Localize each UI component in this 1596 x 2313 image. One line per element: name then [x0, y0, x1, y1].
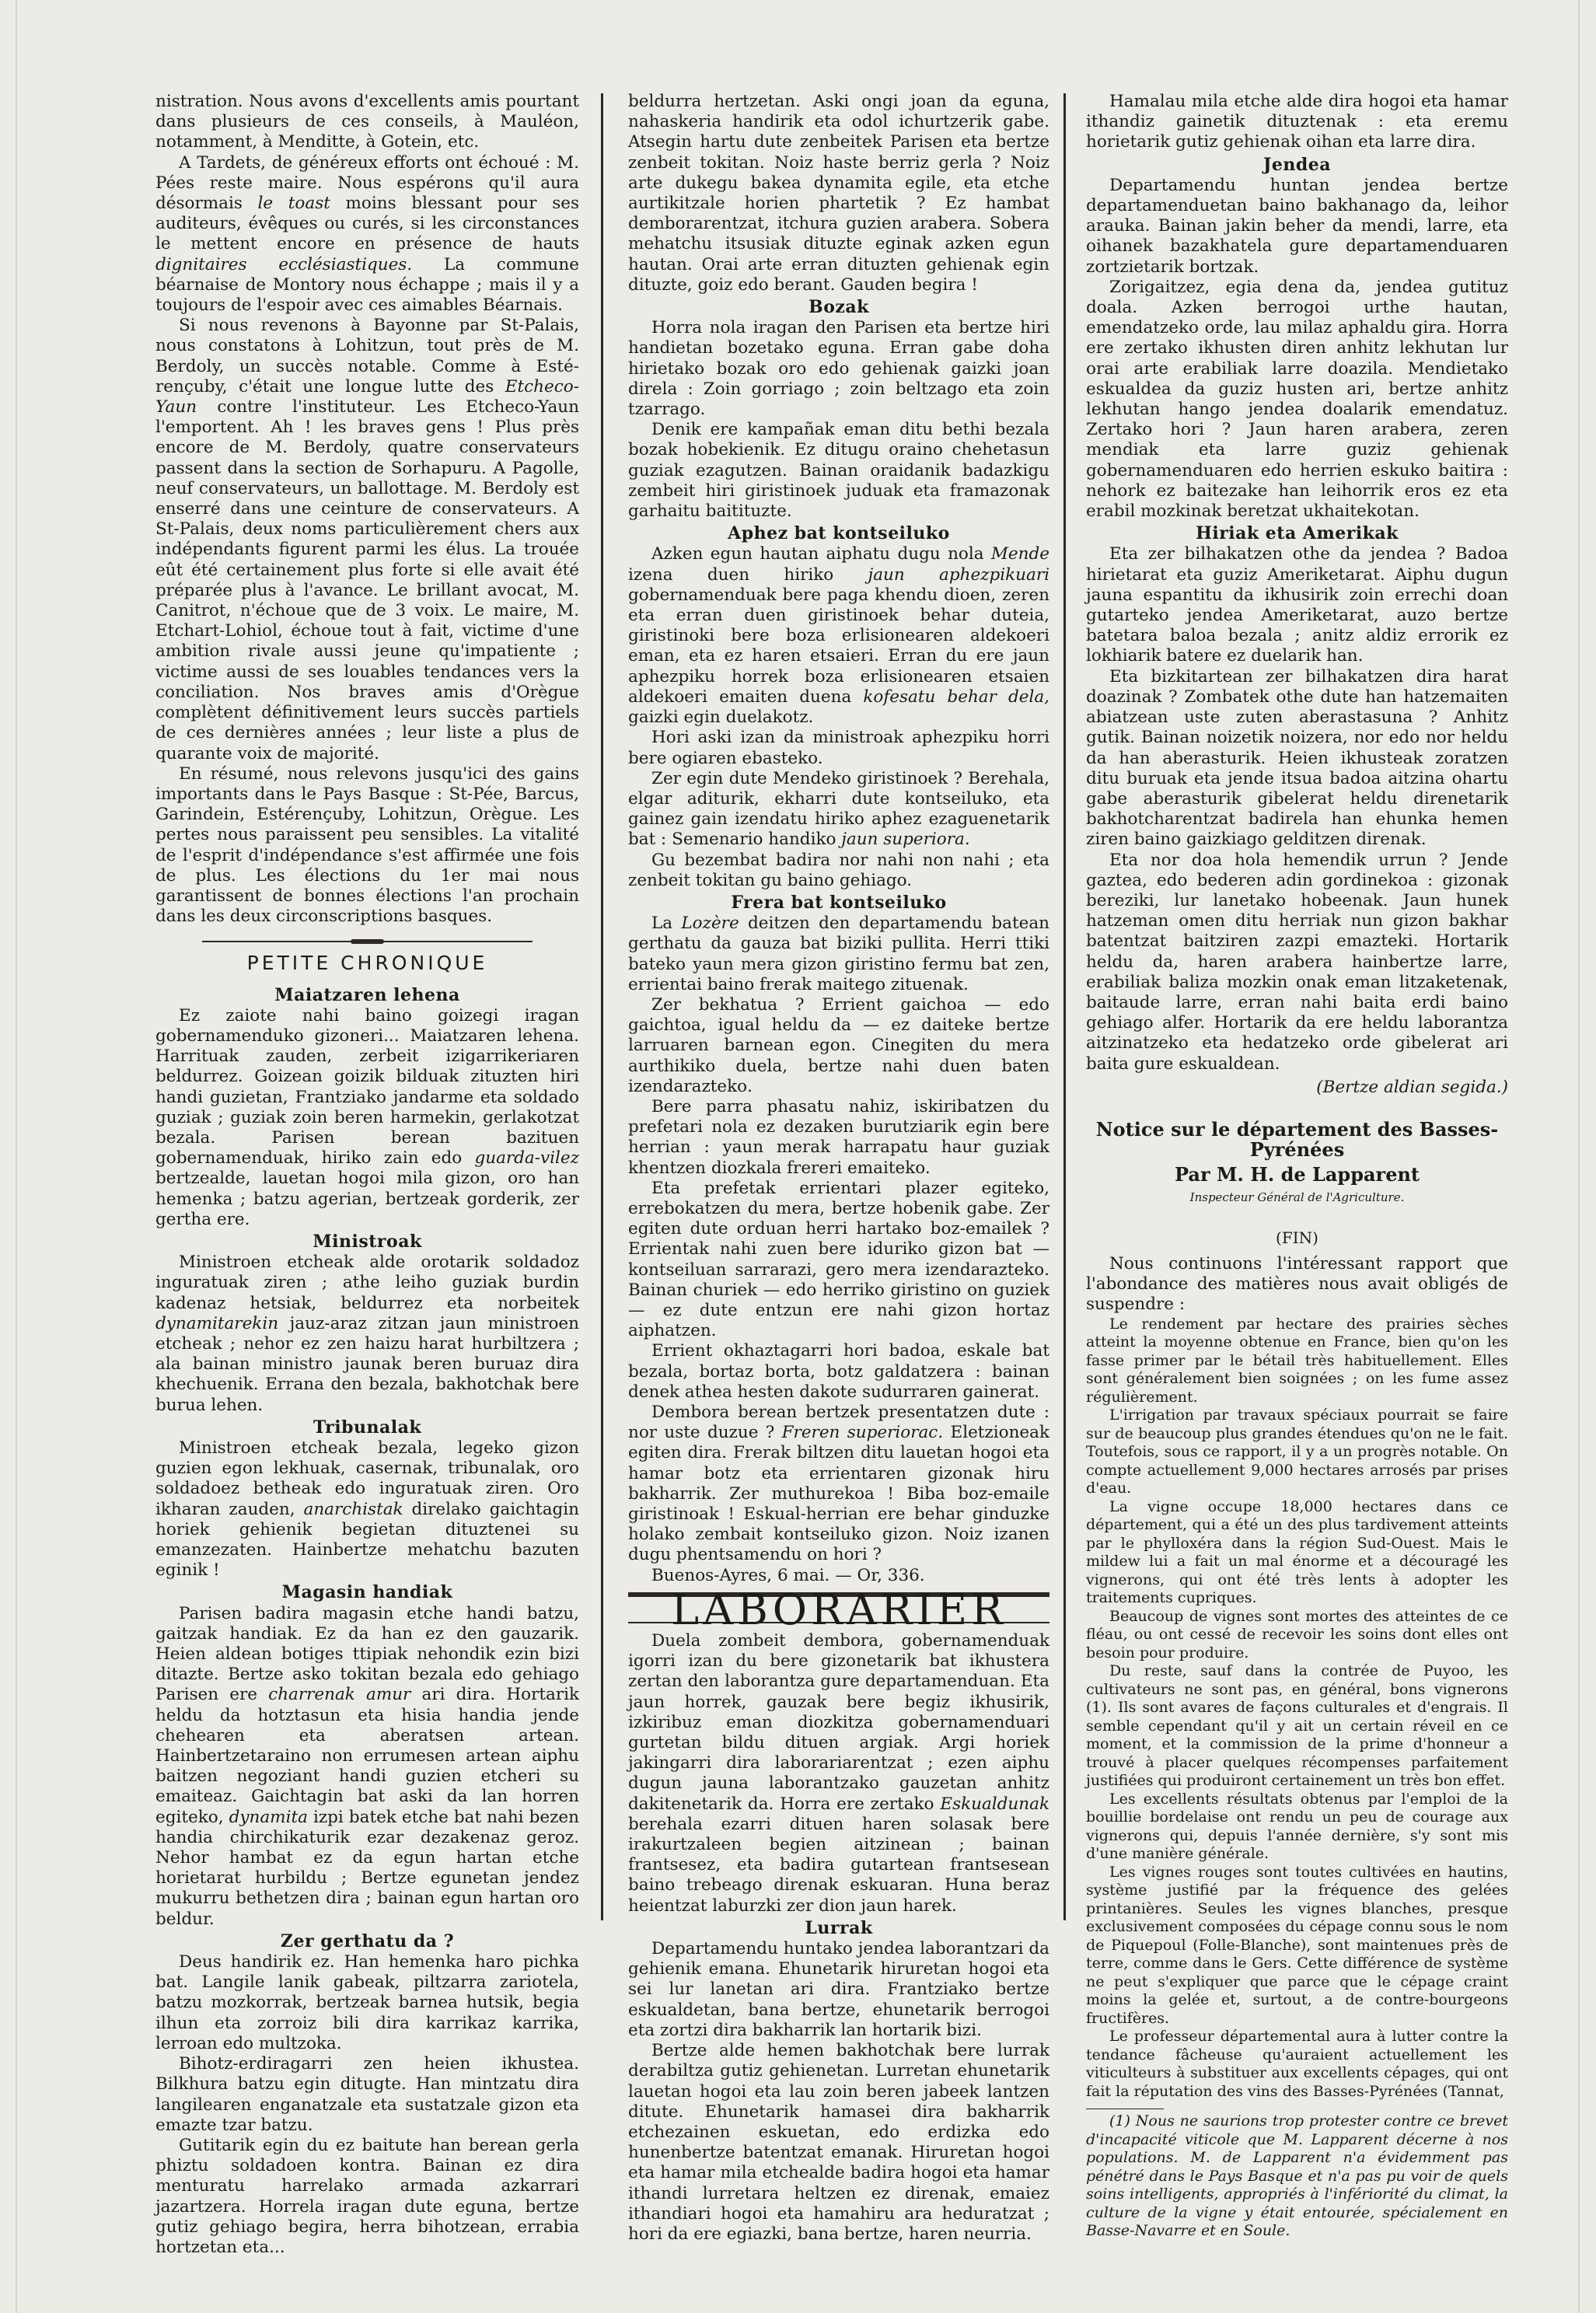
paragraph: beldurra hertzetan. Aski ongi joan da eguna, nahaskeria handirik eta odol ichurtzerik gabe. Atsegin hartu dute zenbeitek Parisen eta bertze zenbeit tokitan. Noiz haste berriz gerla ? Noiz arte dukegu bakea dynamita egile, eta etche aurtikitzale horien phartetik ? Ez hambat demborarentzat, itchura guzien arabera. Sobera mehatchu itsusiak dituzte eginak azken egun hautan. Orai arte erran dituzten gehienak egin dituzte, goiz edo berant. Gauden begira ! [628, 92, 1049, 295]
dateline: Buenos-Ayres, 6 mai. — Or, 336. [651, 1565, 925, 1585]
paragraph: nistration. Nous avons d'excellents amis pourtant dans plusieurs de ces conseils, à Mauléon, notamment, à Menditte, à Gotein, etc. [155, 92, 579, 152]
section-masthead: LABORARIER [628, 1592, 1049, 1623]
paragraph: Duela zombeit dembora, gobernamenduak igorri izan du bere gizonetarik bat ikhustera zertan den laborantza gure departamenduan. Eta jaun horrek, gauzak bere begiz ikhusirik, izkiribuz eman diozkitza gobernamenduari gurtetan bildu dituen argiak. Argi horiek jakingarri dira laborariarentzat ; ezen aiphu dugun jauna laborantzako gauzetan anhitz dakitenetarik da. Horra ere zertako Eskualdunak berehala ezarri dituen haren solasak bere irakurtzaleen begien aitzinean ; bainan frantsesez, eta badira gutartean frantsesean baino trebeago direnak eskuaran. Huna beraz heientzat laburzki zer dion jaun harek. [628, 1631, 1049, 1916]
paragraph: Gu bezembat badira nor nahi non nahi ; eta zenbeit tokitan gu baino gehiago. [628, 850, 1049, 890]
subheading: Jendea [1262, 154, 1332, 175]
paragraph: Du reste, sauf dans la contrée de Puyoo, les cultivateurs ne sont pas, en général, bons vignerons (1). Ils sont avares de façons culturales et d'engrais. Il semble cependant qu'il y ait un certain réveil en ce moment, et la commission de la prime d'honneur a trouvé à placer quelques récompenses parfaitement justifiées qui produiront certainement un très bon effet. [1086, 1662, 1508, 1790]
ornament-divider [202, 938, 533, 945]
paragraph: Gutitarik egin du ez baitute han berean gerla phiztu soldadoen kontra. Bainan ez dira menturatu harrelako armada azkarrari jazartzera. Horrela iragan dute eguna, bertze gutiz gehiago begira, herra bihotzean, errabia hortzetan eta... [155, 2135, 579, 2257]
paragraph: Errient okhaztagarri hori badoa, eskale bat bezala, bortaz borta, botz galdatzera : bainan denek athea hesten dakote sudurraren gainerat. [628, 1341, 1049, 1402]
paragraph: Dembora berean bertzek presentatzen dute : nor uste duzue ? Freren superiorac. Eletzioneak egiten dira. Frerak biltzen ditu lauetan hogoi eta hamar botz eta errientaren gizonak hiru bakharrik. Zer muthurekoa ! Biba boz-emaile giristinoak ! Eskual-herrian ere behar ginduzke holako zembait kontseiluko gizon. Noiz izanen dugu phentsamendu on hori ? [628, 1403, 1049, 1565]
paragraph: La vigne occupe 18,000 hectares dans ce département, qui a été un des plus tardivement atteints par le phylloxéra dans la région Sud-Ouest. Mais le mildew lui a fait un mal énorme et a découragé les vignerons, qui ont été très lents à adopter les traitements cupriques. [1086, 1497, 1508, 1607]
paragraph: Eta bizkitartean zer bilhakatzen dira harat doazinak ? Zombatek othe dute han hatzemaiten abiatzean uste zuten aberastasuna ? Anhitz gutik. Bainan noizetik noizera, nor edo nor heldu da han aberasturik. Heien ikhusteak zoratzen ditu buruak eta jende itsua badoa aitzina ohartu gabe aberasturik gibelerat heldu direnetarik bakhotcharentzat badirela han ehunka hemen ziren baino gaizkiago gelditzen direnak. [1086, 666, 1508, 850]
paragraph: Zorigaitzez, egia dena da, jendea gutituz doala. Azken berrogoi urthe hautan, emendatzeko orde, lau milaz aphaldu gira. Horra ere zertako ikhusten diren anhitz lekhutan lur orai arte erabiliak larre doazila. Mendietako eskualdea da guziz husten ari, bertze anhitz lekhutan hango jendea doalarik emendatuz. Zertako hori ? Jaun haren arabera, zeren mendiak eta larre guziz gehienak gobernamenduaren edo herrien eskuko baitira : nehork ez baitezake han leihorrik eros ez eta erabil mozkinak beretzat ukhaitekotan. [1086, 277, 1508, 522]
paragraph: Le rendement par hectare des prairies sèches atteint la moyenne obtenue en France, bien qu'on les fasse primer par le bétail très habituellement. Elles sont généralement bien soignées ; on les fume assez régulièrement. [1086, 1315, 1508, 1406]
subheading: Lurrak [805, 1917, 873, 1938]
paragraph: La Lozère deitzen den departamendu batean gerthatu da gauza bat biziki pullita. Herri ttiki bateko yaun mera gizon giristino fermu bat zen, errientai baino frerak maitego zituenak. [628, 914, 1049, 994]
paragraph: Ministroen etcheak alde orotarik soldadoz inguratuak ziren ; athe leiho guziak burdin kadenaz hetsiak, beldurrez eta norbeitek dynamitarekin jauz-araz zitzan jaun ministroen etcheak ; nehor ez zen haizu harat hurbiltzera ; ala bainan ministro jaunak beren buruaz dira khechuenik. Errana den bezala, bakhotchak bere burua lehen. [155, 1253, 579, 1415]
paragraph: Horra nola iragan den Parisen eta bertze hiri handietan bozetako eguna. Erran gabe doha hirietako bozak oro edo gehienak gaizki joan direla : Zoin gorriago ; zoin beltzago eta zoin tzarrago. [628, 318, 1049, 420]
paragraph: Si nous revenons à Bayonne par St-Palais, nous constatons à Lohitzun, tout près de M. Berdoly, un succès notable. Comme à Esté-rençuby, c'était une longue lutte des Etcheco-Yaun contre l'instituteur. Les Etcheco-Yaun l'emportent. Ah ! les braves gens ! Plus près encore de M. Berdoly, quatre conservateurs passent dans la section de Sorhapuru. A Pagolle, neuf conservateurs, un ballottage. M. Berdoly est enserré dans une ceinture de conservateurs. A St-Palais, deux noms particulièrement chers aux indépendants figurent parmi les élus. La trouée eût été certainement plus forte si elle avait été préparée plus à l'avance. Le brillant avocat, M. Canitrot, n'échoue que de 3 voix. Le maire, M. Etchart-Lohiol, échoue tout à fait, victime d'une ambition rivale aussi jeune qu'impatiente ; victime aussi de ses louables tendances vers la conciliation. Nos braves amis d'Orègue complètent définitivement leurs succès partiels de ces dernières années ; leur liste a plus de quarante voix de majorité. [155, 316, 579, 763]
paragraph: Bihotz-erdiragarri zen heien ikhustea. Bilkhura batzu egin ditugte. Han mintzatu dira langilearen enganatzale eta sustatzale gizon eta emazte tzar batzu. [155, 2054, 579, 2135]
fin-label: (FIN) [1276, 1228, 1318, 1247]
paragraph: Eta prefetak errientari plazer egiteko, errebokatzen du mera, bertze hobenik gabe. Zer egiten dute orduan herri hartako boz-emailek ? Errientak nahi zuen bere iduriko gizon bat — kontseiluan sarrarazi, gero mera izendaraztekо. Bainan churiek — edo herriko giristino on guziek — ez dute entzun ere nahi gizon hortaz aiphatzen. [628, 1178, 1049, 1341]
continued-note: (Bertze aldian segida.) [1316, 1077, 1508, 1097]
paragraph: Le professeur départemental aura à lutter contre la tendance fâcheuse qu'auraient actuellement les viticulteurs à substituer aux excellents cépages, qui ont fait la réputation des vins des Basses-Pyrénées (Tannat, [1086, 2028, 1508, 2100]
page-fold-left [16, 0, 17, 2313]
paragraph: En résumé, nous relevons jusqu'ici des gains importants dans le Pays Basque : St-Pée, Barcus, Garindein, Estérençuby, Lohitzun, Orègue. Les pertes nous paraissent peu sensibles. La vitalité de l'esprit d'indépendance s'est affirmée une fois de plus. Les élections du 1er mai nous garantissent de bonnes élections l'an prochain dans les deux circonscriptions basques. [155, 763, 579, 927]
paragraph: Eta nor doa hola hemendik urrun ? Jende gaztea, edo bederen adin gordinekoa : gizonak bereziki, lur lanetako hobeenak. Jaun hunek hatzeman omen ditu herriak nun gizon bakhar batentzat baitziren zazpi emazteki. Hortarik heldu da, haren arabera hainbertze larre, erabiliak baliza mozkin onak eman litzaketenak, baitaude larre, erran nahi baita erdi baino gehiago alfer. Hortarik da ere heldu laborantza aitzinatzeko eta hedatzeko orde gibelerat ari baita gure eskualdean. [1086, 850, 1508, 1074]
page-fold-right [1578, 0, 1580, 2313]
paragraph: Azken egun hautan aiphatu dugu nola Mende izena duen hiriko jaun aphezpikuari gobernamenduak bere paga khendu dioen, zeren eta erran duen giristinoek behar duteia, giristinoki bere boza erlisionearen aldekoeri eman, eta ez haren etsaieri. Erran du ere jaun aphezpiku horrek boza erlisionearen etsaien aldekoeri emaiten duena kofesatu behar dela, gaizki egin duelakotz. [628, 544, 1049, 728]
paragraph: Zer egin dute Mendeko giristinoek ? Berehala, elgar aditurik, ekharri dute kontseiluko, eta gainez gain izendatu hiriko aphez ezaguenetarik bat : Semenario handiko jaun superiora. [628, 768, 1049, 850]
paragraph: Bertze alde hemen bakhotchak bere lurrak derabiltza gutiz gehienetan. Lurretan ehunetarik lauetan hogoi eta lau zoin beren jabeek lantzen ditute. Ehunetarik hamasei dira bakharrik etchezainen eskuetan, edo erdizka edo hunenbertze batentzat emanak. Hiruretan hogoi eta hamar mila etchealde badira hogoi eta hamar ithandi lurretara heltzen ez direnak, emaiez ithandiari hogoi eta hamahiru ara heduratzat ; hori da ere egiazki, bana bertze, haren neurria. [628, 2041, 1049, 2244]
author-title: Inspecteur Général de l'Agriculture. [1189, 1190, 1405, 1204]
article-author: Par M. H. de Lapparent [1174, 1163, 1420, 1186]
paragraph: Zer bekhatua ? Errient gaichoa — edo gaichtoa, igual heldu da — ez daiteke bertze larruaren barnean egon. Cinegiten du mera aurthikiko duela, bertze nahi duen baten izendaraztekо. [628, 994, 1049, 1096]
paragraph: Departamendu huntan jendea bertze departamenduetan baino bakhanago da, leihor arauka. Bainan jakin beher da mendi, larre, eta oihanek bazakhatela gure departamenduaren zortzietarik bortzak. [1086, 175, 1508, 277]
paragraph: Deus handirik ez. Han hemenka haro pichka bat. Langile lanik gabeak, piltzarra zariotela, batzu mozkorrak, bertzeak barnea hutsik, begia ilhun eta zorroiz bili dira karrikaz karrika, lerroan edo multzoka. [155, 1952, 579, 2053]
subheading: Zer gerthatu da ? [280, 1930, 455, 1951]
column-3 [1086, 92, 1508, 2241]
paragraph: L'irrigation par travaux spéciaux pourrait se faire sur de beaucoup plus grandes étendues qu'on ne le fait. Toutefois, sous ce rapport, il y a un progrès notable. On compte actuellement 9,000 hectares arrosés par prises d'eau. [1086, 1406, 1508, 1497]
paragraph: Ez zaiote nahi baino goizegi iragan gobernamenduko gizoneri... Maiatzaren lehena. Harrituak zauden, zerbeit izigarrikeriaren beldurrez. Goizean goizik bilduak zituzten hiri handi guzietan, Frantziako jandarme eta soldado guziak ; guziak zoin beren harmekin, gerlakotzat bezala. Parisen berean bazituen gobernamenduak, hiriko zain edo guarda-vilez bertzealde, lauetan hogoi mila gizon, oro han hemenka ; batzu agerian, bertzeak gorderik, zer gertha ere. [155, 1005, 579, 1229]
subheading: Bozak [808, 297, 869, 318]
paragraph: Departamendu huntako jendea laborantzari da gehienik emana. Ehunetarik hiruretan hogoi eta sei lur lanetan ari dira. Frantziako bertze eskualdetan, bana bertze, ehunetarik berrogoi eta zortzi dira bakharrik lan hortarik bizi. [628, 1939, 1049, 2040]
footnote: (1) Nous ne saurions trop protester contre ce brevet d'incapacité viticole que M. Lapparent décerne à nos populations. M. de Lapparent n'a évidemment pas pénétré dans le Pays Basque et n'a pas pu voir de quels soins intelligents, appropriés à l'infériorité du climat, la culture de la vigne y était entourée, spécialement en Basse-Navarre et en Soule. [1086, 2112, 1508, 2240]
paragraph: Parisen badira magasin etche handi batzu, gaitzak handiak. Ez da han ez den gauzarik. Heien aldean botiges ttipiak nehondik ezin bizi ditazte. Bertze asko tokitan bezala edo gehiago Parisen ere charrenak amur ari dira. Hortarik heldu da hotztasun eta hisia handia jende chehearen eta aberatsen artean. Hainbertzetaraino non errumesen artean aiphu baitzen negoziant handi guzien etcheri su emaiteaz. Gaichtagin bat aski da lan horren egiteko, dynamita izpi batek etche bat nahi bezen handia chirchikaturik ezar dezakenaz geroz. Nehor hambat ez da egun hartan etche horietarat hurbildu ; Bertze egunetan jendez mukurru bethetzen dira ; bainan egun hartan oro beldur. [155, 1603, 580, 1929]
subheading: Aphez bat kontseiluko [728, 523, 950, 544]
paragraph: Hori aski izan da ministroak aphezpiku horri bere ogiaren ebasteko. [628, 728, 1049, 768]
column-rule-2 [1063, 93, 1066, 1920]
article-title: Notice sur le département des Basses-Pyrénées [1095, 1117, 1499, 1162]
paragraph: Bere parra phasatu nahiz, iskiribatzen du prefetari nola ez dezaken burutziarik egin bere herrian : yaun merak harrapatu haur guziak khentzen diozkala frereri emaiteko. [628, 1096, 1049, 1178]
paragraph: Les vignes rouges sont toutes cultivées en hautins, système justifié par la fréquence des gelées printanières. Seules les vignes blanches, presque exclusivement composées du cépage connu sous le nom de Piquepoul (Folle-Blanche), sont maintenues près de terre, comme dans le Gers. Cette différence de système ne peut s'expliquer que parce que le cépage craint moins la gelée et, surtout, a de contre-bourgeons fructifères. [1086, 1863, 1508, 2027]
paragraph: Les excellents résultats obtenus par l'emploi de la bouillie bordelaise ont rendu un peu de courage aux vignerons qui, depuis l'année dernière, s'y sont mis d'une manière générale. [1086, 1790, 1508, 1863]
paragraph: Denik ere kampañak eman ditu bethi bezala bozak hobekienik. Ez ditugu oraino chehetasun guziak ezagutzen. Bainan oraidanik badazkigu zembeit hiri giristinoek juduak eta framazonak garhaitu baitituzte. [628, 420, 1049, 522]
subheading: Maiatzaren lehena [274, 984, 460, 1005]
subheading: Hiriak eta Amerikak [1196, 523, 1399, 544]
subheading: Magasin handiak [281, 1582, 453, 1603]
paragraph: Hamalau mila etche alde dira hogoi eta hamar ithandiz gainetik dituztenak : eta eremu horietarik gutiz gehienak oihan eta larre dira. [1086, 92, 1508, 152]
column-1 [155, 92, 579, 2258]
column-2 [628, 92, 1049, 2245]
paragraph: A Tardets, de généreux efforts ont échoué : M. Pées reste maire. Nous espérons qu'il aura désormais le toast moins blessant pour ses auditeurs, évêques ou curés, si les circonstances le mettent encore en présence de hauts dignitaires ecclésiastiques. La commune béarnaise de Montory nous échappe ; mais il y a toujours de l'espoir avec ces aimables Béarnais. [155, 152, 579, 316]
column-rule-1 [601, 93, 603, 1920]
paragraph: Ministroen etcheak bezala, legeko gizon guzien egon lekhuak, casernak, tribunalak, oro soldadoez betheak edo inguratuak ziren. Oro ikharan zauden, anarchistak direlako gaichtagin horiek gehienik begietan dituztenei su emanzezaten. Hainbertze mehatchu bazuten eginik ! [155, 1438, 579, 1581]
section-title: PETITE CHRONIQUE [246, 952, 488, 975]
subheading: Frera bat kontseiluko [731, 892, 947, 913]
paragraph: Beaucoup de vignes sont mortes des atteintes de ce fléau, ou ont cessé de recevoir les soins dont elles ont besoin pour produire. [1086, 1607, 1508, 1661]
paragraph: Nous continuons l'intéressant rapport que l'abondance des matières nous avait obligés de suspendre : [1086, 1253, 1508, 1315]
subheading: Ministroak [313, 1231, 422, 1252]
paragraph: Eta zer bilhakatzen othe da jendea ? Badoa hirietarat eta guziz Ameriketarat. Aiphu dugun jauna espantitu da ikhusirik zoin errechi doan gutarteko jendea Ameriketarat, auzo bertze batetara baloa bezala ; anitz aldiz errorik ez lokhiarik batere ez duelarik han. [1086, 544, 1508, 666]
subheading: Tribunalak [313, 1417, 422, 1438]
